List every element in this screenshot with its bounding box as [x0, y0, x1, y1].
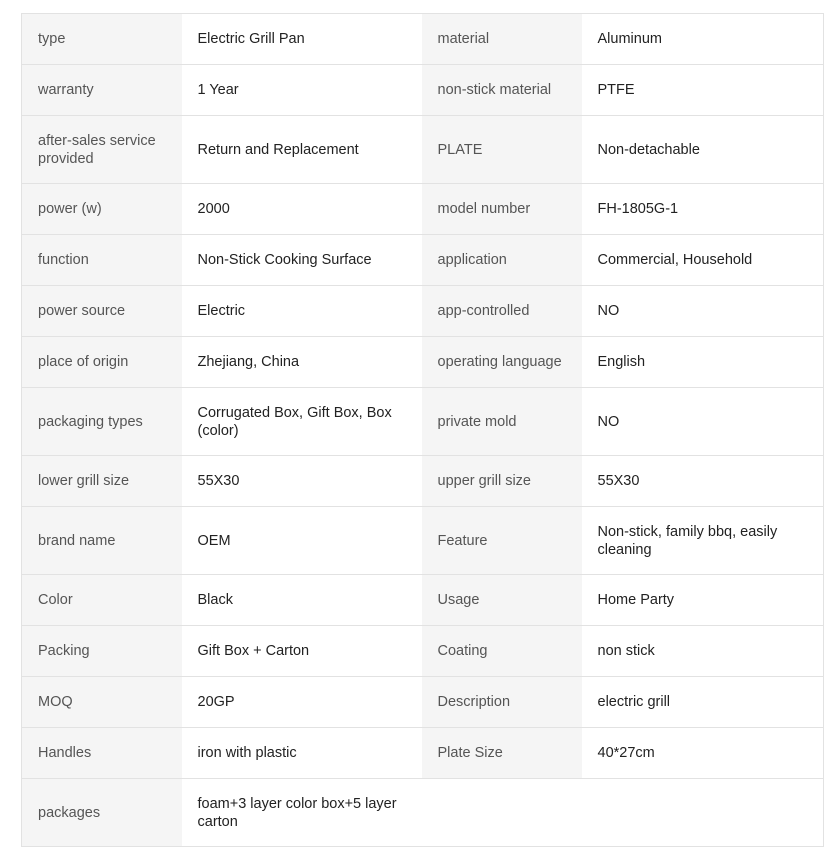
spec-label: packaging types: [22, 388, 182, 456]
spec-label: Description: [422, 677, 582, 728]
table-row: [22, 575, 824, 626]
spec-value: Black: [182, 575, 422, 626]
table-row: [22, 779, 824, 847]
spec-value: Non-Stick Cooking Surface: [182, 235, 422, 286]
spec-label: Packing: [22, 626, 182, 677]
spec-label: after-sales service provided: [22, 116, 182, 184]
table-row: [22, 677, 824, 728]
table-row: [22, 626, 824, 677]
spec-value: Commercial, Household: [582, 235, 824, 286]
spec-label: model number: [422, 184, 582, 235]
spec-value: Electric: [182, 286, 422, 337]
spec-value: OEM: [182, 507, 422, 575]
spec-label: operating language: [422, 337, 582, 388]
spec-label: type: [22, 14, 182, 65]
spec-value: 1 Year: [182, 65, 422, 116]
spec-label: packages: [22, 779, 182, 847]
table-row: [22, 728, 824, 779]
spec-value: Non-detachable: [582, 116, 824, 184]
spec-label: application: [422, 235, 582, 286]
spec-label: Handles: [22, 728, 182, 779]
spec-label: private mold: [422, 388, 582, 456]
spec-value: iron with plastic: [182, 728, 422, 779]
spec-label: Usage: [422, 575, 582, 626]
spec-label: place of origin: [22, 337, 182, 388]
table-row: [22, 116, 824, 184]
spec-value: NO: [582, 388, 824, 456]
spec-value: 55X30: [582, 456, 824, 507]
table-row: [22, 14, 824, 65]
spec-label: brand name: [22, 507, 182, 575]
spec-value: non stick: [582, 626, 824, 677]
empty-cell: [582, 779, 824, 847]
spec-label: lower grill size: [22, 456, 182, 507]
spec-label: upper grill size: [422, 456, 582, 507]
table-row: [22, 65, 824, 116]
spec-label: PLATE: [422, 116, 582, 184]
spec-label: power source: [22, 286, 182, 337]
spec-value: Corrugated Box, Gift Box, Box (color): [182, 388, 422, 456]
table-row: [22, 337, 824, 388]
spec-value: Non-stick, family bbq, easily cleaning: [582, 507, 824, 575]
empty-cell: [422, 779, 582, 847]
spec-value: Electric Grill Pan: [182, 14, 422, 65]
table-row: [22, 388, 824, 456]
spec-value: Gift Box + Carton: [182, 626, 422, 677]
spec-value: FH-1805G-1: [582, 184, 824, 235]
table-row: [22, 507, 824, 575]
table-row: [22, 286, 824, 337]
spec-value: 2000: [182, 184, 422, 235]
spec-label: Feature: [422, 507, 582, 575]
spec-label: warranty: [22, 65, 182, 116]
spec-value: 20GP: [182, 677, 422, 728]
table-row: [22, 235, 824, 286]
product-spec-table: [21, 13, 824, 847]
table-row: [22, 456, 824, 507]
spec-label: MOQ: [22, 677, 182, 728]
spec-value: Home Party: [582, 575, 824, 626]
spec-value: PTFE: [582, 65, 824, 116]
spec-value: Zhejiang, China: [182, 337, 422, 388]
spec-label: material: [422, 14, 582, 65]
spec-value: 55X30: [182, 456, 422, 507]
table-row: [22, 184, 824, 235]
spec-value: 40*27cm: [582, 728, 824, 779]
spec-value: English: [582, 337, 824, 388]
spec-label: Plate Size: [422, 728, 582, 779]
spec-label: non-stick material: [422, 65, 582, 116]
spec-value: electric grill: [582, 677, 824, 728]
spec-label: function: [22, 235, 182, 286]
spec-label: power (w): [22, 184, 182, 235]
spec-value: Aluminum: [582, 14, 824, 65]
spec-label: Coating: [422, 626, 582, 677]
spec-label: app-controlled: [422, 286, 582, 337]
spec-value: foam+3 layer color box+5 layer carton: [182, 779, 422, 847]
spec-label: Color: [22, 575, 182, 626]
spec-value: NO: [582, 286, 824, 337]
spec-value: Return and Replacement: [182, 116, 422, 184]
